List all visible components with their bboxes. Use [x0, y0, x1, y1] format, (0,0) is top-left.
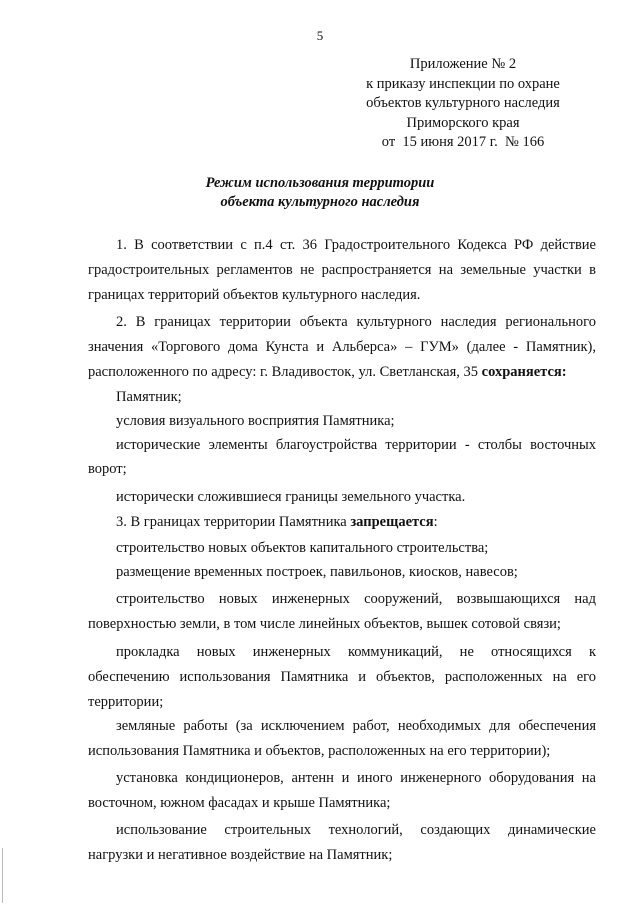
title-line-2: объекта культурного наследия [220, 194, 420, 210]
paragraph-2-bold: сохраняется: [481, 364, 567, 380]
paragraph-3-tail: : [433, 514, 438, 530]
paragraph-2 [88, 310, 596, 385]
prohibited-item: строительство новых инженерных сооружений, возвышающихся над поверхностью земли, в том числе линейных объектов, вышек сотовой связи; [88, 591, 596, 632]
appendix-header [333, 55, 593, 153]
prohibited-item: использование строительных технологий, создающих динамические нагрузки и негативное воздействие на Памятник; [88, 822, 596, 863]
document-title [0, 174, 640, 212]
paragraph-1: 1. В соответствии с п.4 ст. 36 Градостроительного Кодекса РФ действие градостроительных регламентов не распространяется на земельные участки в границах территорий объектов культурного наследия. [88, 237, 596, 303]
preserved-item: исторические элементы благоустройства территории - столбы восточных ворот; [88, 437, 596, 477]
prohibited-item: земляные работы (за исключением работ, необходимых для обеспечения использования Памятника и объектов, расположенных на его территории); [88, 718, 596, 759]
prohibited-item: прокладка новых инженерных коммуникаций, не относящихся к обеспечению использования Памятника и объектов, расположенных на его территории; [88, 644, 596, 710]
page-number: 5 [316, 28, 324, 43]
preserved-item: Памятник; [116, 389, 182, 405]
preserved-item: условия визуального восприятия Памятника; [116, 413, 395, 429]
paragraph-3 [88, 510, 596, 534]
appendix-authority: объектов культурного наследия [366, 95, 560, 111]
paragraph-2-text: 2. В границах территории объекта культурного наследия регионального значения «Торгового дома Кунста и Альберса» – ГУМ» (далее - Памятник), расположенного по адресу: г. Владивосток, ул. Светланская, 35 [88, 314, 596, 380]
appendix-order-ref: к приказу инспекции по охране [366, 75, 560, 92]
appendix-date: от 15 июня 2017 г. № 166 [381, 134, 545, 150]
scan-edge-line [2, 848, 3, 903]
prohibited-item: установка кондиционеров, антенн и иного инженерного оборудования на восточном, южном фасадах и крыше Памятника; [88, 770, 596, 811]
paragraph-3-bold: запрещается [350, 514, 434, 530]
paragraph-3-text: 3. В границах территории Памятника [116, 514, 351, 530]
appendix-region: Приморского края [406, 114, 520, 131]
prohibited-item: строительство новых объектов капитального строительства; [116, 540, 489, 556]
prohibited-item: размещение временных построек, павильонов, киосков, навесов; [116, 564, 518, 580]
title-line-1: Режим использования территории [205, 175, 435, 191]
preserved-item: исторически сложившиеся границы земельного участка. [116, 489, 466, 505]
appendix-number: Приложение № 2 [409, 56, 517, 72]
